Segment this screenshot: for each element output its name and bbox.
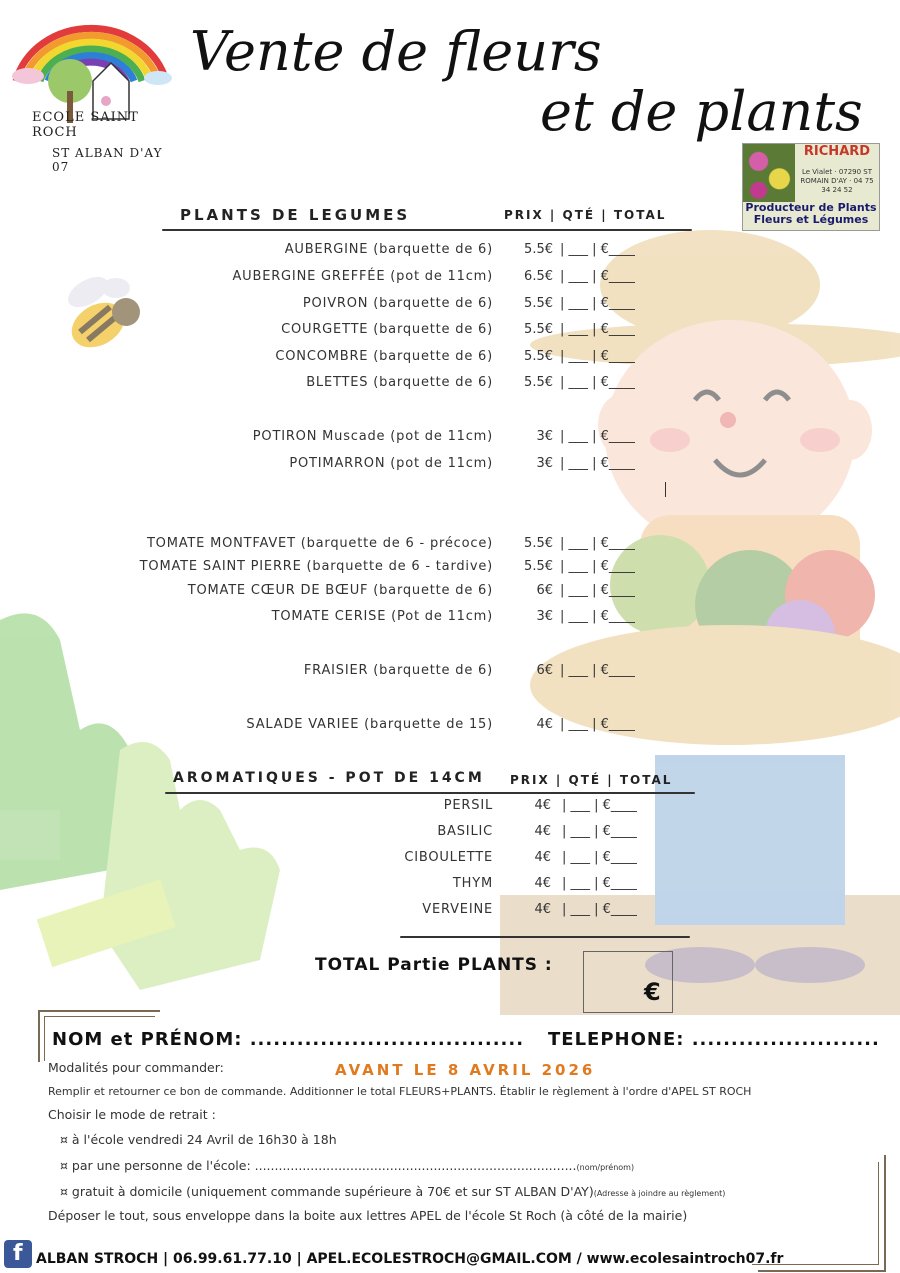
quantity-total-field[interactable]: | ___ | €____: [560, 242, 635, 257]
gloves-illustration: [0, 600, 290, 990]
item-name: POTIMARRON (pot de 11cm): [289, 456, 493, 471]
item-price: 6.5€: [524, 269, 553, 284]
divider: [400, 936, 690, 938]
item-name: CIBOULETTE: [404, 850, 493, 865]
quantity-total-field[interactable]: | ___ | €____: [562, 850, 637, 865]
list-item: [0, 322, 900, 344]
item-name: COURGETTE (barquette de 6): [281, 322, 493, 337]
divider-tick: [665, 482, 666, 497]
list-item: [0, 902, 900, 924]
section-heading-legumes: PLANTS DE LEGUMES: [180, 206, 411, 224]
item-price: 3€: [536, 429, 553, 444]
item-price: 4€: [534, 902, 551, 917]
item-price: 4€: [536, 717, 553, 732]
producer-badge: [742, 143, 880, 231]
item-price: 5.5€: [524, 296, 553, 311]
deadline-banner: AVANT LE 8 AVRIL 2026: [335, 1061, 596, 1079]
title-line-1: Vente de fleurs: [190, 20, 602, 83]
item-price: 4€: [534, 850, 551, 865]
quantity-total-field[interactable]: | ___ | €____: [562, 824, 637, 839]
item-price: 3€: [536, 456, 553, 471]
item-price: 4€: [534, 876, 551, 891]
item-name: AUBERGINE GREFFÉE (pot de 11cm): [232, 269, 493, 284]
item-name: CONCOMBRE (barquette de 6): [275, 349, 493, 364]
divider: [165, 792, 695, 794]
list-item: [0, 242, 900, 264]
quantity-total-field[interactable]: | ___ | €____: [560, 429, 635, 444]
facebook-icon[interactable]: f: [4, 1240, 32, 1268]
list-item: [0, 609, 900, 631]
item-price: 3€: [536, 609, 553, 624]
quantity-total-field[interactable]: | ___ | €____: [560, 559, 635, 574]
item-name: TOMATE CŒUR DE BŒUF (barquette de 6): [187, 583, 493, 598]
producer-address: Le Vialet · 07290 ST ROMAIN D'AY · 04 75 34 24 52: [800, 168, 874, 194]
list-item: [0, 798, 900, 820]
quantity-total-field[interactable]: | ___ | €____: [560, 456, 635, 471]
contact-footer: ALBAN STROCH | 06.99.61.77.10 | APEL.ECOLESTROCH@GMAIL.COM / www.ecolesaintroch07.fr: [36, 1251, 784, 1267]
item-price: 5.5€: [524, 536, 553, 551]
list-item: [0, 583, 900, 605]
list-item: [0, 296, 900, 318]
frame-corner-bottom-right-inner: [752, 1162, 879, 1265]
total-label: TOTAL Partie PLANTS :: [315, 955, 553, 975]
pickup-option-school: ¤ à l'école vendredi 24 Avril de 16h30 à 18h: [60, 1132, 337, 1147]
list-item: [0, 850, 900, 872]
list-item: [0, 824, 900, 846]
quantity-total-field[interactable]: | ___ | €____: [560, 583, 635, 598]
pickup-choice-label: Choisir le mode de retrait :: [48, 1107, 216, 1122]
divider: [162, 229, 692, 231]
item-name: VERVEINE: [422, 902, 493, 917]
item-price: 5.5€: [524, 559, 553, 574]
quantity-total-field[interactable]: | ___ | €____: [560, 375, 635, 390]
name-field-label: NOM et PRÉNOM: ...................................: [52, 1029, 525, 1050]
item-name: TOMATE SAINT PIERRE (barquette de 6 - tardive): [139, 559, 493, 574]
item-name: BASILIC: [437, 824, 493, 839]
quantity-total-field[interactable]: | ___ | €____: [560, 663, 635, 678]
school-name: ECOLE SAINT ROCH: [32, 110, 139, 140]
quantity-total-field[interactable]: | ___ | €____: [560, 349, 635, 364]
order-instructions: Remplir et retourner ce bon de commande. Additionner le total FLEURS+PLANTS. Établir le règlement à l'ordre d'APEL ST ROCH: [48, 1085, 752, 1098]
school-town: ST ALBAN D'AY 07: [52, 146, 163, 174]
item-name: TOMATE CERISE (Pot de 11cm): [271, 609, 493, 624]
list-item: [0, 876, 900, 898]
producer-tagline: Producteur de Plants Fleurs et Légumes: [745, 201, 877, 226]
list-item: [0, 349, 900, 371]
section-heading-aromatiques: AROMATIQUES - POT DE 14CM: [173, 770, 485, 786]
modalites-label: Modalités pour commander:: [48, 1060, 224, 1075]
item-name: THYM: [452, 876, 493, 891]
item-price: 6€: [536, 583, 553, 598]
title-line-2: et de plants: [540, 80, 863, 143]
list-item: [0, 536, 900, 558]
item-price: 4€: [534, 798, 551, 813]
phone-field-label: TELEPHONE: ........................: [548, 1029, 880, 1050]
quantity-total-field[interactable]: | ___ | €____: [560, 536, 635, 551]
list-item: [0, 429, 900, 451]
item-name: TOMATE MONTFAVET (barquette de 6 - précoce): [146, 536, 493, 551]
list-item: [0, 559, 900, 581]
item-name: BLETTES (barquette de 6): [306, 375, 493, 390]
quantity-total-field[interactable]: | ___ | €____: [560, 269, 635, 284]
item-price: 5.5€: [524, 322, 553, 337]
column-headers-legumes: PRIX | QTÉ | TOTAL: [504, 208, 667, 222]
quantity-total-field[interactable]: | ___ | €____: [560, 609, 635, 624]
item-price: 5.5€: [524, 349, 553, 364]
list-item: [0, 269, 900, 291]
flowers-photo-icon: [743, 144, 795, 202]
item-price: 6€: [536, 663, 553, 678]
pickup-option-home: ¤ gratuit à domicile (uniquement commande supérieure à 70€ et sur ST ALBAN D'AY)(Adresse à joindre au règlement): [60, 1184, 726, 1199]
list-item: [0, 375, 900, 397]
item-price: 5.5€: [524, 375, 553, 390]
item-name: SALADE VARIEE (barquette de 15): [246, 717, 493, 732]
item-name: PERSIL: [443, 798, 493, 813]
list-item: [0, 456, 900, 478]
item-name: FRAISIER (barquette de 6): [303, 663, 493, 678]
producer-name: RICHARD: [803, 144, 871, 159]
quantity-total-field[interactable]: | ___ | €____: [562, 798, 637, 813]
pickup-option-person: ¤ par une personne de l'école: .................................................................................(nom/prénom): [60, 1158, 635, 1173]
column-headers-aromatiques: PRIX | QTÉ | TOTAL: [510, 773, 673, 787]
item-price: 5.5€: [524, 242, 553, 257]
item-name: POIVRON (barquette de 6): [302, 296, 493, 311]
total-currency: €: [644, 978, 662, 1006]
quantity-total-field[interactable]: | ___ | €____: [562, 876, 637, 891]
item-price: 4€: [534, 824, 551, 839]
deposit-instructions: Déposer le tout, sous enveloppe dans la boite aux lettres APEL de l'école St Roch (à côté de la mairie): [48, 1208, 688, 1223]
list-item: [0, 717, 900, 739]
quantity-total-field[interactable]: | ___ | €____: [560, 322, 635, 337]
list-item: [0, 663, 900, 685]
school-logo: [8, 6, 178, 174]
quantity-total-field[interactable]: | ___ | €____: [560, 296, 635, 311]
quantity-total-field[interactable]: | ___ | €____: [560, 717, 635, 732]
item-name: AUBERGINE (barquette de 6): [284, 242, 493, 257]
quantity-total-field[interactable]: | ___ | €____: [562, 902, 637, 917]
item-name: POTIRON Muscade (pot de 11cm): [252, 429, 493, 444]
